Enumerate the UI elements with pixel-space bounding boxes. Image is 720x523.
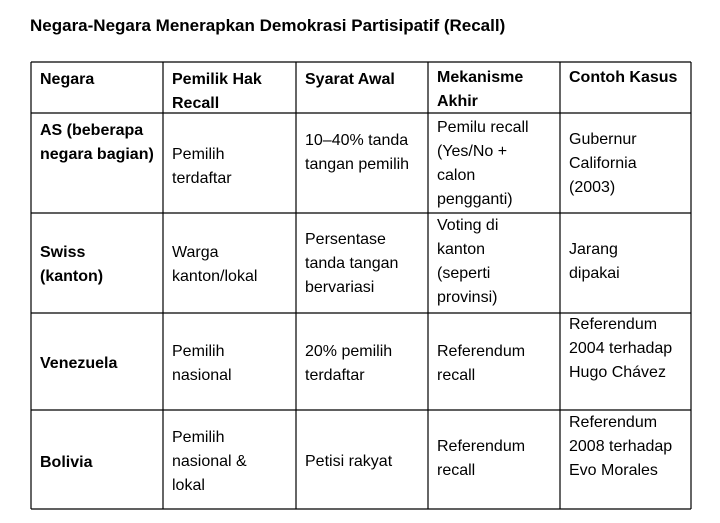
table-title: Negara-Negara Menerapkan Demokrasi Partisipatif (Recall) [30, 16, 506, 35]
cell-text: Referendum 2008 terhadap Evo Morales [569, 414, 673, 479]
table-cell-contoh [569, 238, 649, 286]
table-cell-contoh [569, 411, 687, 483]
table-cell-syarat [305, 340, 417, 388]
header-mekanisme [437, 66, 552, 114]
header-label: Syarat Awal [305, 71, 395, 88]
cell-text: 20% pemilih terdaftar [305, 343, 393, 384]
cell-text: Swiss (kanton) [40, 244, 104, 285]
table-cell-contoh [569, 313, 687, 385]
header-contoh [569, 66, 677, 90]
cell-text: Voting di kanton (seperti provinsi) [437, 217, 499, 306]
cell-text: Pemilu recall (Yes/No + calon pengganti) [437, 119, 529, 208]
header-label: Pemilik Hak Recall [172, 71, 262, 112]
cell-text: Pemilih nasional [172, 343, 232, 384]
header-label: Mekanisme Akhir [437, 69, 524, 110]
header-negara [40, 68, 94, 92]
cell-text: Warga kanton/lokal [172, 244, 258, 285]
table-cell-contoh [569, 128, 659, 200]
cell-text: Venezuela [40, 355, 118, 372]
cell-text: Persentase tanda tangan bervariasi [305, 231, 399, 296]
table-cell-syarat [305, 228, 425, 300]
table-cell-mekanisme [437, 116, 549, 212]
cell-text: Bolivia [40, 454, 93, 471]
cell-text: Pemilih terdaftar [172, 146, 232, 187]
table-cell-negara [40, 451, 92, 475]
cell-text: Petisi rakyat [305, 453, 393, 470]
table-cell-mekanisme [437, 435, 549, 483]
table-cell-negara [40, 119, 162, 167]
table-cell-mekanisme [437, 214, 541, 310]
cell-text: Referendum 2004 terhadap Hugo Chávez [569, 316, 673, 381]
table-cell-pemilik [172, 143, 262, 191]
table-cell-pemilik [172, 340, 252, 388]
cell-text: Referendum recall [437, 438, 526, 479]
table-cell-negara [40, 241, 120, 289]
table-cell-syarat [305, 129, 417, 177]
cell-text: AS (beberapa negara bagian) [40, 122, 154, 163]
table-cell-negara [40, 352, 117, 376]
header-label: Contoh Kasus [569, 69, 678, 86]
table-cell-pemilik [172, 426, 272, 498]
header-pemilik [172, 68, 290, 116]
cell-text: Gubernur California (2003) [569, 131, 637, 196]
table-cell-pemilik [172, 241, 284, 289]
cell-text: 10–40% tanda tangan pemilih [305, 132, 410, 173]
cell-text: Referendum recall [437, 343, 526, 384]
cell-text: Pemilih nasional & lokal [172, 429, 247, 494]
cell-text: Jarang dipakai [569, 241, 620, 282]
header-syarat [305, 68, 395, 92]
header-label: Negara [40, 71, 95, 88]
table-cell-mekanisme [437, 340, 549, 388]
table-cell-syarat [305, 450, 392, 474]
